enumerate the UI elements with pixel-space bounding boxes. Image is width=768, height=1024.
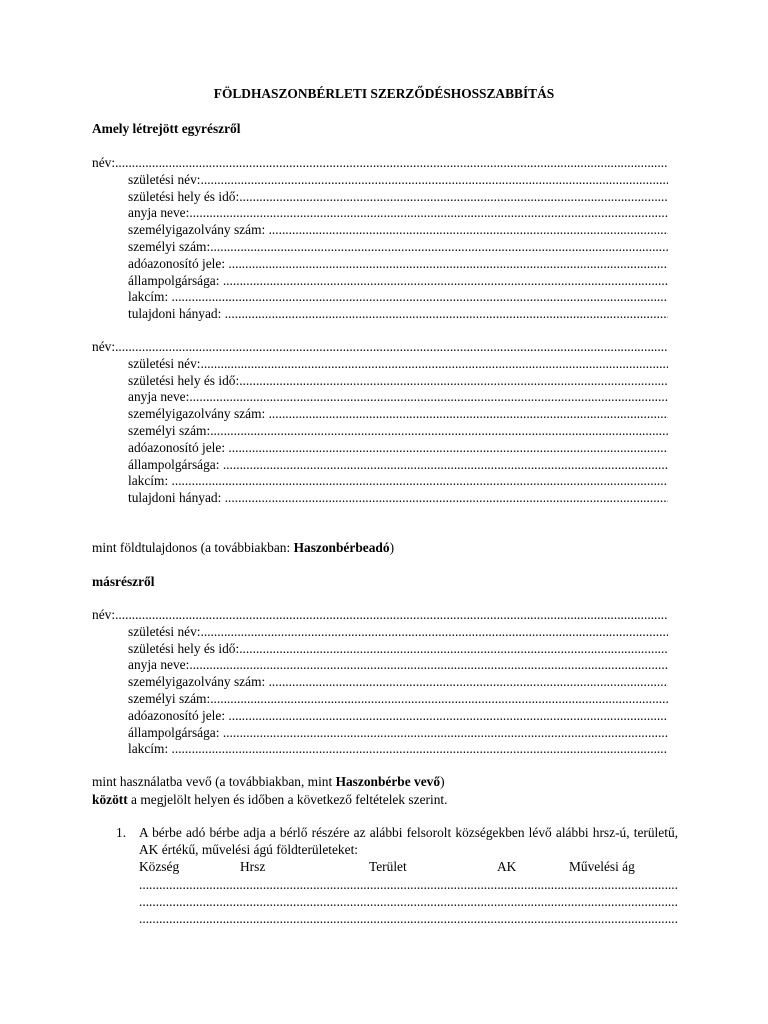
party1-field-label: tulajdoni hányad: xyxy=(128,306,225,322)
party2-field-label: lakcím: xyxy=(128,473,172,489)
party2-field-label: születési hely és idő: xyxy=(128,372,240,388)
land-table-row[interactable] xyxy=(139,877,678,894)
point-1-number: 1. xyxy=(116,825,127,840)
party2-field-5[interactable] xyxy=(128,423,668,440)
party3-field-4[interactable] xyxy=(128,674,668,691)
party3-field-8[interactable] xyxy=(128,741,668,758)
party3-field-label: anyja neve: xyxy=(128,657,190,673)
header-kozseg: Község xyxy=(139,859,180,874)
party1-field-label: születési hely és idő: xyxy=(128,188,240,204)
tenant-role-bold: Haszonbérbe vevő xyxy=(335,774,441,789)
party1-field-label: személyi szám: xyxy=(128,239,211,254)
party2-field-0[interactable] xyxy=(92,339,668,356)
between-rest: a megjelölt helyen és időben a következő feltételek szerint. xyxy=(127,792,448,807)
party1-field-1[interactable] xyxy=(128,172,668,189)
point-1-text: A bérbe adó bérbe adja a bérlő részére az alábbi felsorolt községekben lévő alábbi hrsz-ú, területű, AK értékű, művelési ágú földterületeket: xyxy=(139,825,678,857)
tenant-role-suffix: ) xyxy=(440,774,445,789)
party3-field-label: személyigazolvány szám: xyxy=(128,674,269,690)
intro-heading: Amely létrejött egyrészről xyxy=(92,121,241,136)
party3-field-label: születési név: xyxy=(128,623,201,639)
owner-role-prefix: mint földtulajdonos (a továbbiakban: xyxy=(92,540,294,555)
owner-role-bold: Haszonbérbeadó xyxy=(293,540,390,555)
party1-field-label: név: xyxy=(92,155,116,170)
owner-role-line xyxy=(92,540,394,557)
party2-field-label: személyi szám: xyxy=(128,423,211,438)
party1-field-label: lakcím: xyxy=(128,289,172,305)
party1-field-7[interactable] xyxy=(128,273,668,290)
party2-field-8[interactable] xyxy=(128,473,668,490)
party2-field-label: születési név: xyxy=(128,355,201,371)
document-title: FÖLDHASZONBÉRLETI SZERZŐDÉSHOSSZABBÍTÁS xyxy=(213,86,555,101)
tenant-role-line xyxy=(92,774,445,791)
party3-field-2[interactable] xyxy=(128,641,668,658)
header-hrsz: Hrsz xyxy=(240,859,266,874)
party2-field-label: állampolgársága: xyxy=(128,456,223,472)
land-table-row[interactable] xyxy=(139,911,678,928)
header-ak: AK xyxy=(497,859,517,874)
party3-field-label: születési hely és idő: xyxy=(128,640,240,656)
party1-field-label: születési név: xyxy=(128,171,201,187)
party2-field-label: adóazonosító jele: xyxy=(128,439,229,455)
party2-field-4[interactable] xyxy=(128,406,668,423)
party3-field-7[interactable] xyxy=(128,725,668,742)
party2-field-7[interactable] xyxy=(128,457,668,474)
party2-field-9[interactable] xyxy=(128,490,668,507)
between-line xyxy=(92,792,447,809)
party1-field-label: állampolgársága: xyxy=(128,272,223,288)
party1-field-label: személyigazolvány szám: xyxy=(128,222,269,238)
party1-field-6[interactable] xyxy=(128,256,668,273)
party1-field-8[interactable] xyxy=(128,289,668,306)
party2-field-1[interactable] xyxy=(128,356,668,373)
party1-field-2[interactable] xyxy=(128,189,668,206)
party1-field-4[interactable] xyxy=(128,222,668,239)
party3-field-label: lakcím: xyxy=(128,741,172,757)
party3-field-label: név: xyxy=(92,607,116,622)
land-table-row[interactable] xyxy=(139,894,678,911)
party2-field-label: tulajdoni hányad: xyxy=(128,490,225,506)
party2-field-label: személyigazolvány szám: xyxy=(128,406,269,422)
party2-field-6[interactable] xyxy=(128,440,668,457)
header-muvelesi-ag: Művelési ág xyxy=(569,859,635,874)
tenant-role-prefix: mint használatba vevő (a továbbiakban, mint xyxy=(92,774,336,789)
party3-field-1[interactable] xyxy=(128,624,668,641)
party1-field-3[interactable] xyxy=(128,205,668,222)
party3-field-label: állampolgársága: xyxy=(128,724,223,740)
party3-field-label: személyi szám: xyxy=(128,691,211,706)
party2-field-label: anyja neve: xyxy=(128,389,190,405)
between-bold: között xyxy=(92,792,128,807)
party1-field-5[interactable] xyxy=(128,239,668,256)
party3-field-0[interactable] xyxy=(92,607,668,624)
party3-field-label: adóazonosító jele: xyxy=(128,707,229,723)
party2-field-label: név: xyxy=(92,339,116,354)
party3-field-3[interactable] xyxy=(128,657,668,674)
party1-field-label: anyja neve: xyxy=(128,205,190,221)
party2-field-2[interactable] xyxy=(128,373,668,390)
party3-field-6[interactable] xyxy=(128,708,668,725)
owner-role-suffix: ) xyxy=(389,540,395,555)
party1-field-9[interactable] xyxy=(128,306,668,323)
header-terulet: Terület xyxy=(369,859,407,874)
party3-field-5[interactable] xyxy=(128,691,668,708)
party1-field-0[interactable] xyxy=(92,155,668,172)
other-side-heading: másrészről xyxy=(92,574,155,589)
party1-field-label: adóazonosító jele: xyxy=(128,255,229,271)
party2-field-3[interactable] xyxy=(128,389,668,406)
